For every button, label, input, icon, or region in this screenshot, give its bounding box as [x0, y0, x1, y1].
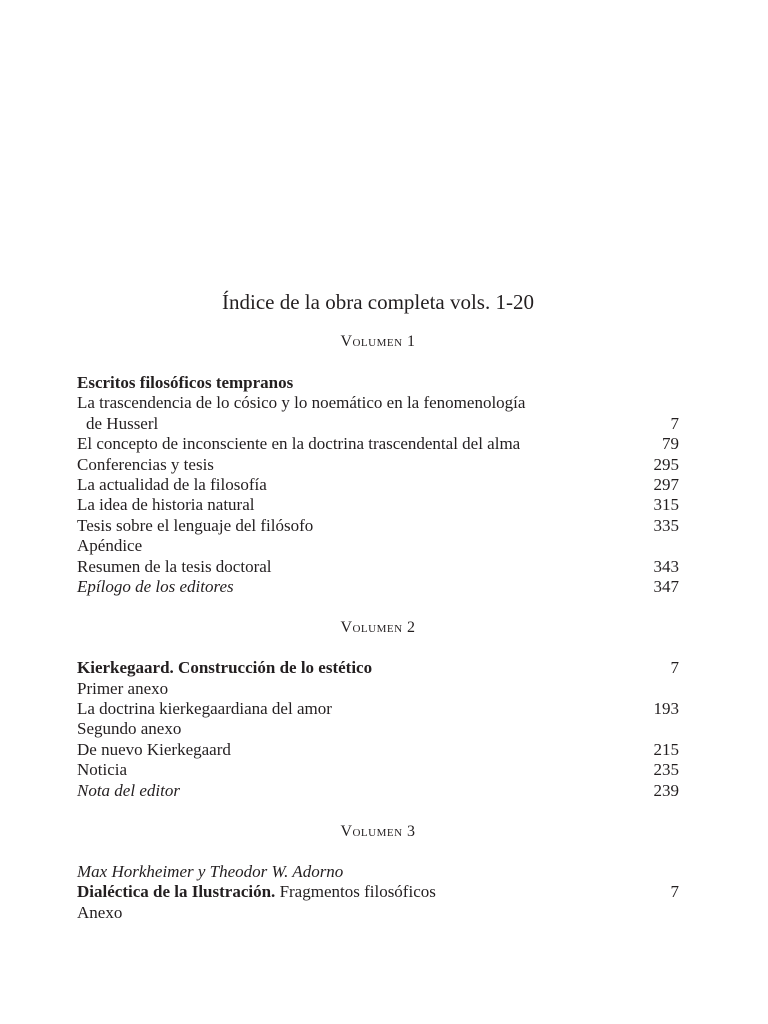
volume-entries — [77, 373, 679, 597]
toc-entry-title — [77, 373, 649, 393]
toc-entry — [77, 475, 679, 495]
toc-entry — [77, 760, 679, 780]
toc-entry-page-number: 79 — [662, 434, 679, 454]
toc-entry-title-text: Noticia — [77, 760, 128, 780]
toc-entry-title — [77, 740, 649, 760]
toc-entry-title — [77, 495, 649, 515]
toc-entry — [77, 862, 679, 882]
toc-entry — [77, 495, 679, 515]
toc-entry — [77, 414, 679, 434]
toc-entry-title — [77, 434, 649, 454]
toc-entry-title — [77, 658, 649, 678]
volume-entries — [77, 658, 679, 801]
toc-entry-title — [77, 455, 649, 475]
toc-entry-title-text: El concepto de inconsciente en la doctrina trascendental del alma — [77, 434, 521, 454]
toc-entry-title — [77, 557, 649, 577]
toc-entry — [77, 903, 679, 923]
toc-entry-title — [77, 536, 649, 556]
toc-entry — [77, 658, 679, 678]
toc-entry-page-number: 315 — [653, 495, 679, 515]
toc-entry — [77, 781, 679, 801]
toc-entry-title-text: Escritos filosóficos tempranos — [77, 373, 294, 392]
toc-entry-title-text: La doctrina kierkegaardiana del amor — [77, 699, 332, 719]
toc-entry — [77, 516, 679, 536]
toc-entry-title — [77, 516, 649, 536]
toc-entry-title-text: Primer anexo — [77, 678, 169, 698]
toc-entry-title-text: Tesis sobre el lenguaje del filósofo — [77, 515, 314, 535]
toc-entry — [77, 882, 679, 902]
toc-entry-title-text: De nuevo Kierkegaard — [77, 739, 231, 759]
toc-entry-page-number: 7 — [670, 882, 679, 902]
toc-entry-page-number: 7 — [670, 413, 679, 433]
toc-entry-title-text: Nota del editor — [77, 780, 180, 800]
toc-entry — [77, 434, 679, 454]
toc-entry-title-text: Segundo anexo — [77, 719, 182, 739]
volume-heading: Volumen 3 — [340, 823, 416, 841]
toc-entry-page-number: 215 — [653, 739, 679, 759]
toc-entry — [77, 557, 679, 577]
toc-entry-title-text: La idea de historia natural — [77, 495, 255, 515]
toc-entry — [77, 577, 679, 597]
toc-entry-title-text: Apéndice — [77, 536, 143, 556]
toc-entry-title — [77, 577, 649, 597]
toc-entry-title-text: Dialéctica de la Ilustración. — [77, 882, 276, 902]
toc-entry — [77, 455, 679, 475]
toc-entry — [77, 679, 679, 699]
volumes-container — [77, 332, 679, 923]
toc-entry-title-text: Kierkegaard. Construcción de lo estético — [77, 658, 373, 678]
toc-entry-subtitle-text: Fragmentos filosóficos — [275, 882, 436, 902]
toc-entry-page-number: 7 — [670, 658, 679, 678]
toc-entry-title-text: Epílogo de los editores — [77, 576, 234, 596]
toc-entry-title — [77, 760, 649, 780]
volume-entries — [77, 862, 679, 923]
volume-heading: Volumen 1 — [340, 333, 416, 350]
toc-entry-title-text: Conferencias y tesis — [77, 454, 214, 474]
toc-entry — [77, 719, 679, 739]
toc-entry-title — [77, 719, 649, 739]
toc-entry-page-number: 335 — [653, 515, 679, 535]
toc-entry — [77, 536, 679, 556]
toc-entry — [77, 699, 679, 719]
toc-entry-title — [77, 475, 649, 495]
toc-entry-title-text: La trascendencia de lo cósico y lo noemático en la fenomenología — [77, 393, 526, 413]
toc-page — [77, 282, 679, 923]
toc-entry-page-number: 235 — [653, 760, 679, 780]
toc-entry-page-number: 297 — [653, 474, 679, 494]
toc-entry-page-number: 343 — [653, 556, 679, 576]
toc-entry-title — [77, 882, 649, 902]
toc-entry-title — [77, 862, 649, 882]
toc-entry-title-text: Max Horkheimer y Theodor W. Adorno — [77, 862, 344, 882]
toc-entry-title-text: de Husserl — [86, 413, 159, 433]
toc-entry-title-text: Anexo — [77, 902, 123, 922]
volume-heading: Volumen 2 — [340, 619, 416, 637]
toc-entry-page-number: 347 — [653, 576, 679, 596]
toc-entry-title — [77, 393, 649, 413]
toc-entry-title — [77, 699, 649, 719]
page-title: Índice de la obra completa vols. 1-20 — [222, 290, 534, 314]
toc-entry-title — [77, 679, 649, 699]
toc-entry-title — [77, 903, 649, 923]
toc-entry-title-text: Resumen de la tesis doctoral — [77, 556, 272, 576]
toc-entry-title — [77, 781, 649, 801]
toc-entry — [77, 393, 679, 413]
toc-entry-page-number: 193 — [653, 699, 679, 719]
toc-entry-page-number: 295 — [653, 454, 679, 474]
toc-entry — [77, 740, 679, 760]
toc-entry-title — [77, 414, 649, 434]
toc-entry — [77, 373, 679, 393]
toc-entry-page-number: 239 — [653, 780, 679, 800]
toc-entry-title-text: La actualidad de la filosofía — [77, 474, 267, 494]
